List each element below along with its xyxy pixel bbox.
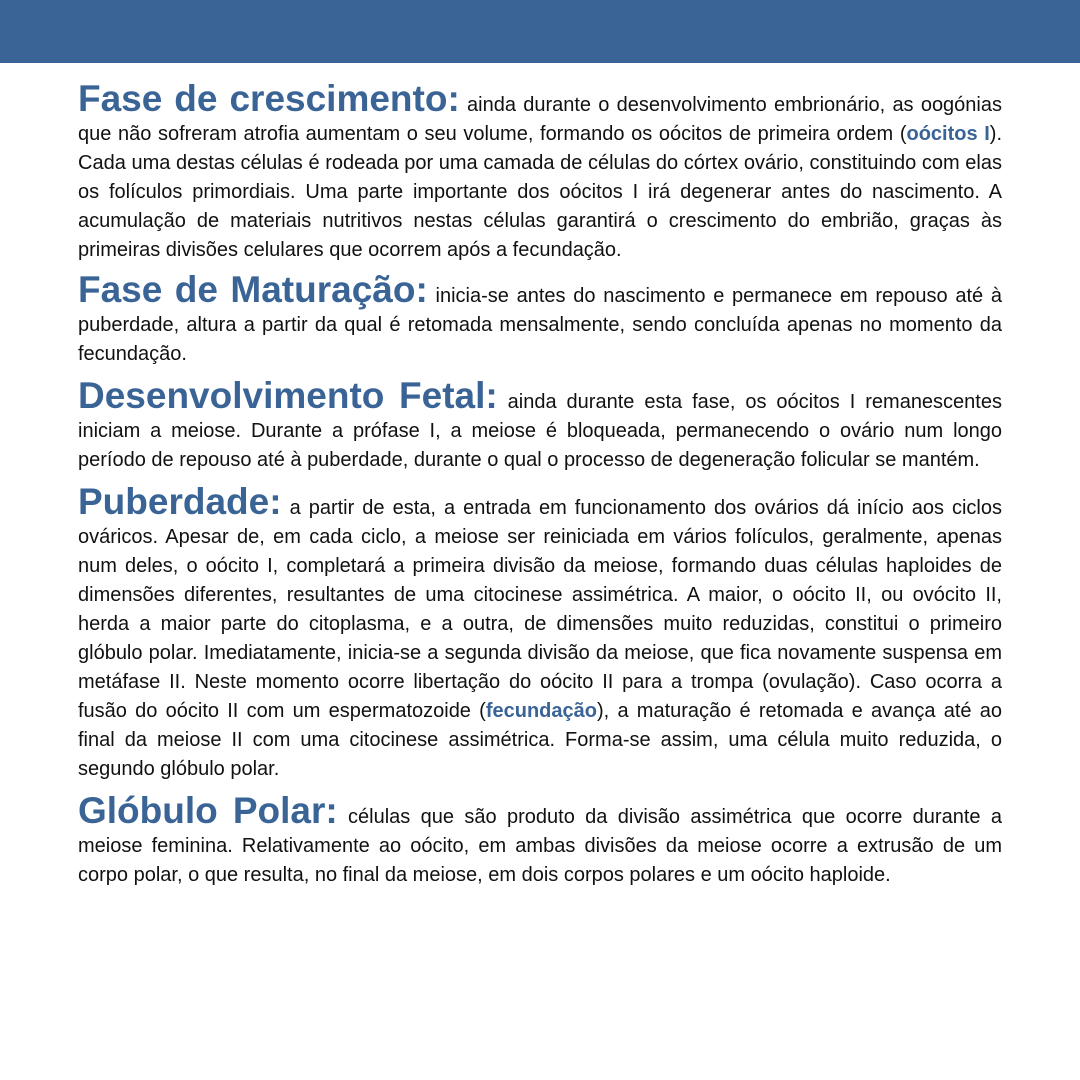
header-band	[0, 0, 1080, 63]
paragraph-text: inicia-se antes do nascimento e permanece em repouso até à puberdade, altura a partir da qual é retomada mensalmente, sendo concluída apenas no momento da fecundação.	[78, 285, 1002, 365]
term-heading: Glóbulo Polar:	[78, 790, 338, 831]
paragraph-text: ). Cada uma destas células é rodeada por uma camada de células do córtex ovário, constituindo com elas os folículos primordiais. Uma parte importante dos oócitos I irá degenerar antes do nascimento. A acumulação de materiais nutritivos nestas células garantirá o crescimento do embrião, graças às primeiras divisões celulares que ocorrem após a fecundação.	[78, 123, 1002, 261]
highlight-term: fecundação	[485, 700, 597, 722]
paragraph-text: a partir de esta, a entrada em funcionamento dos ovários dá início aos ciclos ováricos. Apesar de, em cada ciclo, a meiose ser reiniciada em vários folículos, geralmente, apenas num deles, o oócito I, completará a primeira divisão da meiose, formando duas células haploides de dimensões diferentes, resultantes de uma citocinese assimétrica. A maior, o oócito II, ou ovócito II, herda a maior parte do citoplasma, e a outra, de dimensões muito reduzidas, constitui o primeiro glóbulo polar. Imediatamente, inicia-se a segunda divisão da meiose, que fica novamente suspensa em metáfase II. Neste momento ocorre libertação do oócito II para a trompa (ovulação). Caso ocorra a fusão do oócito II com um espermatozoide (	[78, 497, 1002, 722]
paragraph-puberdade	[78, 481, 1002, 784]
paragraph-fase-de-maturacao	[78, 269, 1002, 369]
term-heading: Fase de crescimento:	[78, 78, 460, 119]
paragraph-text: ainda durante esta fase, os oócitos I remanescentes iniciam a meiose. Durante a prófase I, a meiose é bloqueada, permanecendo o ovário num longo período de repouso até à puberdade, durante o qual o processo de degeneração folicular se mantém.	[78, 391, 1002, 471]
paragraph-desenvolvimento-fetal	[78, 375, 1002, 475]
paragraph-fase-de-crescimento	[78, 78, 1002, 265]
highlight-term: oócitos I	[906, 123, 990, 145]
paragraph-globulo-polar	[78, 790, 1002, 890]
term-heading: Fase de Maturação:	[78, 269, 428, 310]
paragraph-text: células que são produto da divisão assimétrica que ocorre durante a meiose feminina. Relativamente ao oócito, em ambas divisões da meiose ocorre a extrusão de um corpo polar, o que resulta, no final da meiose, em dois corpos polares e um oócito haploide.	[78, 806, 1002, 886]
paragraph-text: ainda durante o desenvolvimento embrionário, as oogónias que não sofreram atrofia aumentam o seu volume, formando os oócitos de primeira ordem (	[78, 94, 1002, 145]
term-heading: Puberdade:	[78, 481, 282, 522]
paragraph-text: ), a maturação é retomada e avança até ao final da meiose II com uma citocinese assimétrica. Forma-se assim, uma célula muito reduzida, o segundo glóbulo polar.	[78, 700, 1002, 780]
term-heading: Desenvolvimento Fetal:	[78, 375, 498, 416]
document-body	[78, 76, 1002, 893]
